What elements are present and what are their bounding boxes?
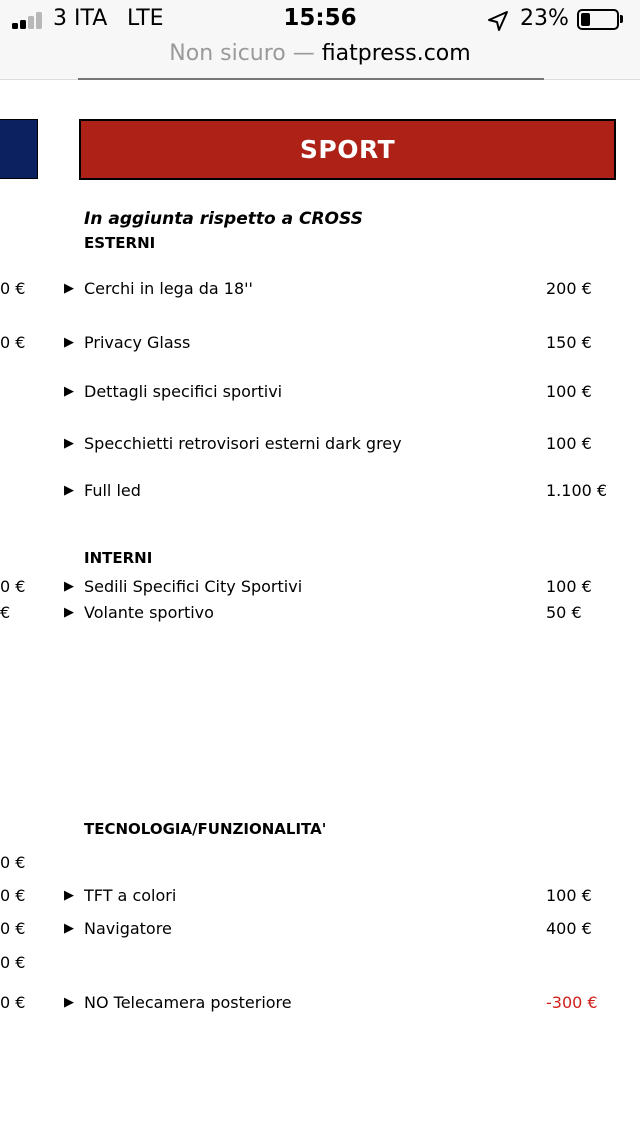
item-price: 100 €: [546, 434, 592, 453]
list-item: [64, 480, 624, 502]
sport-banner: [79, 119, 616, 180]
item-price: 200 €: [546, 279, 592, 298]
bullet-triangle-icon: ▶: [64, 483, 74, 498]
left-edge-price-fragment: 0 €: [0, 886, 26, 905]
bullet-triangle-icon: ▶: [64, 579, 74, 594]
item-label: Dettagli specifici sportivi: [84, 382, 283, 401]
battery-icon: [577, 9, 619, 30]
battery-tip: [620, 15, 623, 23]
item-price: 100 €: [546, 382, 592, 401]
list-item: [64, 332, 624, 354]
bullet-triangle-icon: ▶: [64, 335, 74, 350]
item-price: 100 €: [546, 577, 592, 596]
item-price: 1.100 €: [546, 481, 608, 500]
item-price: 150 €: [546, 333, 592, 352]
battery-percentage: 23%: [520, 6, 569, 31]
left-edge-price-fragment: 0 €: [0, 279, 26, 298]
bullet-triangle-icon: ▶: [64, 605, 74, 620]
list-item: [64, 885, 624, 907]
item-label: Sedili Specifici City Sportivi: [84, 577, 303, 596]
left-edge-price-fragment: 0 €: [0, 919, 26, 938]
list-item: [64, 278, 624, 300]
bullet-triangle-icon: ▶: [64, 436, 74, 451]
list-item: [64, 602, 624, 624]
list-item: [64, 433, 624, 455]
list-item: [64, 576, 624, 598]
left-panel-header: [0, 119, 38, 179]
item-label: Privacy Glass: [84, 333, 191, 352]
item-label: Cerchi in lega da 18'': [84, 279, 253, 298]
left-edge-price-fragment: 0 €: [0, 333, 26, 352]
left-edge-price-fragment: 0 €: [0, 577, 26, 596]
bullet-triangle-icon: ▶: [64, 888, 74, 903]
item-label: Full led: [84, 481, 141, 500]
item-price-negative: -300 €: [546, 993, 598, 1012]
network-type: LTE: [127, 6, 164, 31]
item-label: Specchietti retrovisori esterni dark grey: [84, 434, 402, 453]
item-label: NO Telecamera posteriore: [84, 993, 292, 1012]
site-domain: fiatpress.com: [321, 41, 471, 66]
list-item: [64, 992, 624, 1014]
intro-text: In aggiunta rispetto a CROSS: [84, 209, 363, 229]
left-edge-price-fragment: 0 €: [0, 993, 26, 1012]
item-label: Navigatore: [84, 919, 172, 938]
address-bar[interactable]: [0, 40, 640, 80]
item-price: 100 €: [546, 886, 592, 905]
list-item: [64, 918, 624, 940]
bullet-triangle-icon: ▶: [64, 384, 74, 399]
left-edge-price-fragment: 0 €: [0, 853, 26, 872]
item-label: Volante sportivo: [84, 603, 214, 622]
bullet-triangle-icon: ▶: [64, 281, 74, 296]
left-edge-price-fragment: 0 €: [0, 953, 26, 972]
item-price: 50 €: [546, 603, 582, 622]
carrier-name: 3 ITA: [53, 6, 108, 31]
security-status: Non sicuro —: [169, 41, 315, 66]
section-heading-esterni: ESTERNI: [84, 234, 156, 252]
item-label: TFT a colori: [84, 886, 177, 905]
list-item: [64, 381, 624, 403]
left-edge-price-fragment: €: [0, 603, 11, 622]
bullet-triangle-icon: ▶: [64, 995, 74, 1010]
location-arrow-icon: [486, 9, 510, 33]
section-heading-interni: INTERNI: [84, 549, 153, 567]
section-heading-tecnologia: TECNOLOGIA/FUNZIONALITA': [84, 820, 327, 838]
bullet-triangle-icon: ▶: [64, 921, 74, 936]
status-bar: [0, 0, 640, 40]
page-divider: [78, 78, 544, 80]
clock: 15:56: [283, 5, 357, 31]
banner-title: SPORT: [299, 135, 396, 164]
item-price: 400 €: [546, 919, 592, 938]
